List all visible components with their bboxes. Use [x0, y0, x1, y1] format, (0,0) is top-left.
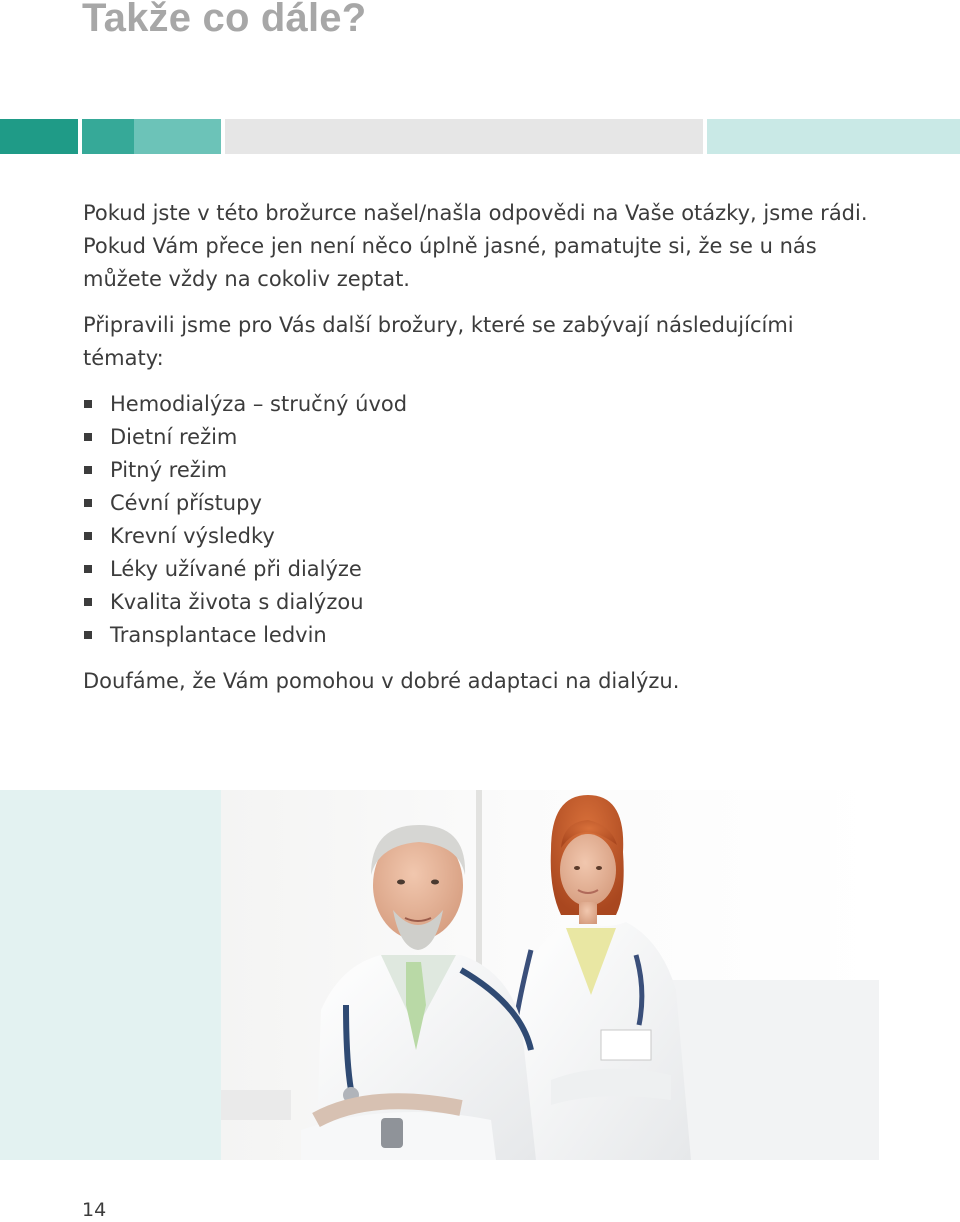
closing-sentence: Doufáme, že Vám pomohou v dobré adaptaci na dialýzu. [83, 669, 680, 693]
list-item [83, 619, 407, 652]
decor-band-gray [225, 119, 703, 154]
square-bullet-icon [84, 499, 92, 507]
intro-paragraph [83, 197, 868, 296]
brochures-line: Připravili jsme pro Vás další brožury, které se zabývají následujícími [83, 313, 794, 337]
decor-band-teal-light [134, 119, 221, 154]
topics-list [83, 388, 407, 652]
square-bullet-icon [84, 565, 92, 573]
square-bullet-icon [84, 532, 92, 540]
decor-band-teal-mid [82, 119, 134, 154]
list-item-label: Cévní přístupy [110, 491, 262, 515]
brochures-paragraph [83, 309, 794, 375]
square-bullet-icon [84, 466, 92, 474]
list-item [83, 454, 407, 487]
list-item-label: Léky užívané při dialýze [110, 557, 362, 581]
list-item-label: Krevní výsledky [110, 524, 275, 548]
list-item-label: Dietní režim [110, 425, 238, 449]
list-item [83, 388, 407, 421]
list-item-label: Transplantace ledvin [110, 623, 327, 647]
brochures-line: tématy: [83, 346, 164, 370]
list-item [83, 487, 407, 520]
square-bullet-icon [84, 598, 92, 606]
intro-line: můžete vždy na cokoliv zeptat. [83, 267, 410, 291]
list-item [83, 421, 407, 454]
list-item [83, 586, 407, 619]
list-item [83, 553, 407, 586]
intro-line: Pokud jste v této brožurce našel/našla odpovědi na Vaše otázky, jsme rádi. [83, 201, 868, 225]
page-title: Takže co dále? [82, 0, 367, 40]
decor-band-mint [707, 119, 960, 154]
intro-line: Pokud Vám přece jen není něco úplně jasné, pamatujte si, že se u nás [83, 234, 817, 258]
square-bullet-icon [84, 433, 92, 441]
page-number: 14 [82, 1199, 107, 1221]
decor-band-teal-dark [0, 119, 78, 154]
list-item-label: Hemodialýza – stručný úvod [110, 392, 408, 416]
list-item-label: Pitný režim [110, 458, 228, 482]
list-item [83, 520, 407, 553]
square-bullet-icon [84, 400, 92, 408]
square-bullet-icon [84, 631, 92, 639]
doctors-photo [221, 790, 879, 1160]
photo-side-panel [0, 790, 221, 1160]
list-item-label: Kvalita života s dialýzou [110, 590, 364, 614]
